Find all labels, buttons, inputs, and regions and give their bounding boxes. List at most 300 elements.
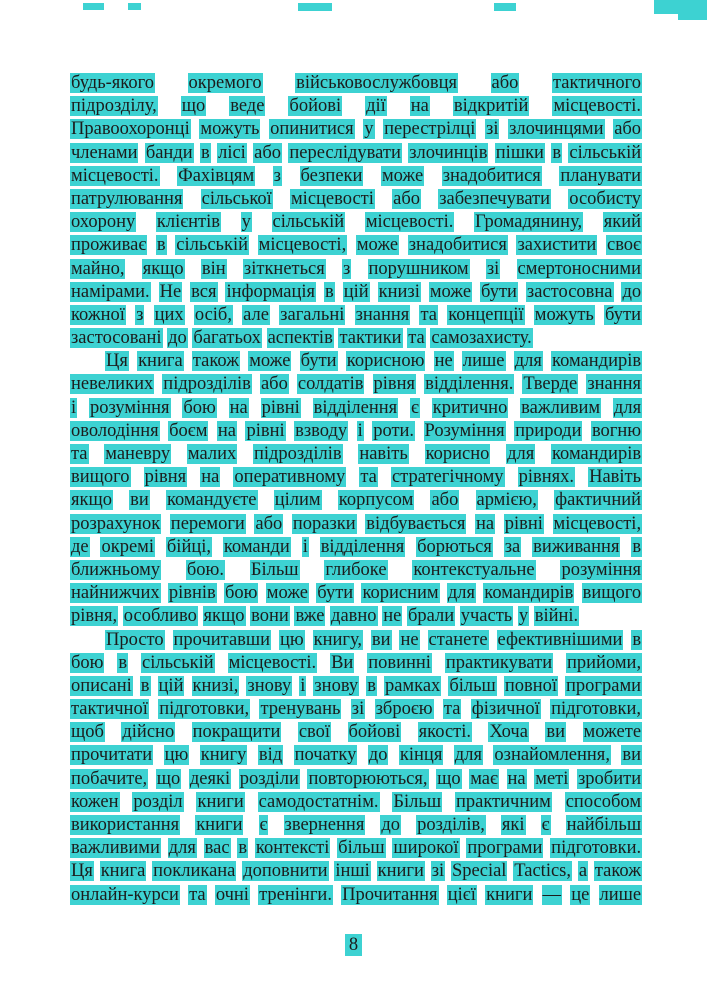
word-highlight: зіткнеться (243, 258, 325, 279)
word-highlight: на (217, 420, 237, 441)
word-highlight: прочитати (71, 745, 153, 766)
word-highlight: рівні (504, 513, 543, 534)
word-highlight: на (507, 768, 526, 789)
text-line (70, 281, 642, 304)
text-line (70, 582, 642, 605)
word-highlight: — (542, 884, 562, 905)
word-highlight: особисту (569, 188, 642, 209)
word-highlight: поразки (292, 513, 356, 534)
word-highlight: доповнити (243, 861, 328, 882)
word-highlight: особливо (123, 606, 197, 627)
word-highlight: для (454, 745, 482, 766)
text-line (70, 443, 642, 466)
word-highlight: в (118, 652, 128, 673)
text-line (70, 466, 642, 489)
word-highlight: або (393, 188, 420, 209)
text-line (70, 814, 642, 837)
word-highlight: давно (331, 606, 377, 627)
word-highlight: Хоча (489, 722, 528, 743)
word-highlight: що (437, 768, 461, 789)
word-highlight: веде (230, 96, 265, 117)
text-line (70, 698, 642, 721)
word-highlight: книга (100, 861, 146, 882)
word-highlight: покращити (192, 722, 281, 743)
word-highlight: сільській (176, 235, 248, 256)
page-footer (0, 934, 707, 957)
word-highlight: контексті (255, 838, 330, 859)
text-line (70, 884, 642, 907)
word-highlight: місцевості, (553, 513, 642, 534)
text-line (70, 652, 642, 675)
word-highlight: і (300, 675, 306, 696)
word-highlight: тренінги. (259, 884, 332, 905)
word-highlight: цілим (274, 490, 321, 511)
word-highlight: бойові (289, 96, 342, 117)
word-highlight: Фахівцям (178, 165, 255, 186)
word-highlight: вас (204, 838, 230, 859)
word-highlight: аспектів (267, 328, 333, 349)
text-line (70, 350, 642, 373)
word-highlight: забезпечувати (439, 188, 551, 209)
word-highlight: відділення (313, 397, 398, 418)
word-highlight: бути (481, 281, 517, 302)
word-highlight: прийоми, (567, 652, 642, 673)
word-highlight: рівнях. (518, 467, 575, 488)
text-line (70, 860, 642, 883)
word-highlight: сільській (272, 212, 345, 233)
word-highlight: командирів (552, 351, 642, 372)
word-highlight: бійці, (166, 536, 212, 557)
word-highlight: підготовки. (551, 838, 642, 859)
word-highlight: тактики (339, 328, 402, 349)
word-highlight: у (518, 606, 529, 627)
word-highlight: описані (71, 675, 132, 696)
word-highlight: самодостатнім. (258, 791, 379, 812)
text-line (70, 234, 642, 257)
word-highlight: для (168, 838, 196, 859)
word-highlight: відділення. (425, 374, 514, 395)
word-highlight: своє (606, 235, 641, 256)
word-highlight: застосовані (71, 328, 162, 349)
word-highlight: не (434, 351, 453, 372)
text-line (70, 536, 642, 559)
word-highlight: деякі (189, 768, 231, 789)
word-highlight: вони (251, 606, 289, 627)
word-highlight: багатьох (193, 328, 261, 349)
text-line (70, 420, 642, 443)
word-highlight: місцевості. (553, 96, 641, 117)
word-highlight: це (571, 884, 590, 905)
word-highlight: онлайн-курси (71, 884, 179, 905)
word-highlight: можуть (200, 119, 260, 140)
word-highlight: безпеки (300, 165, 363, 186)
word-highlight: боєм (169, 420, 208, 441)
word-highlight: для (613, 397, 642, 418)
word-highlight: командирів (484, 583, 574, 604)
word-highlight: розділ (133, 791, 183, 812)
word-highlight: повинні (368, 652, 431, 673)
word-highlight: за (504, 536, 521, 557)
word-highlight: Ви (331, 652, 354, 673)
word-highlight: рівні (261, 397, 300, 418)
word-highlight: книга (138, 351, 183, 372)
text-line (70, 165, 642, 188)
word-highlight: команди (223, 536, 290, 557)
word-highlight: відкритій (453, 96, 529, 117)
text-line (70, 744, 642, 767)
word-highlight: намірами. (71, 281, 150, 302)
word-highlight: для (507, 444, 535, 464)
word-highlight: є (410, 397, 419, 418)
text-line (70, 605, 642, 628)
word-highlight: бою. (186, 559, 224, 580)
word-highlight: майно, (71, 258, 125, 279)
word-highlight: і (71, 397, 77, 418)
word-highlight: Громадянину, (474, 212, 583, 233)
word-highlight: бойові (348, 722, 401, 743)
word-highlight: розділи (239, 768, 299, 789)
word-highlight: кінця (399, 745, 443, 766)
word-highlight: взводу (295, 420, 348, 441)
word-highlight: ближньому (71, 559, 161, 580)
word-highlight: в (367, 675, 376, 696)
highlight-remnant (128, 3, 141, 10)
word-highlight: у (364, 119, 374, 140)
word-highlight: ви (371, 629, 391, 650)
word-highlight: невеликих (71, 374, 154, 395)
word-highlight: має (470, 768, 498, 789)
word-highlight: малих (187, 444, 237, 464)
word-highlight: сільській (569, 142, 642, 163)
word-highlight: книги (197, 791, 244, 812)
word-highlight: та (443, 699, 461, 720)
word-highlight: захистити (517, 235, 597, 256)
word-highlight: є (259, 815, 268, 835)
word-highlight: Розуміння (424, 420, 505, 441)
word-highlight: охорону (71, 212, 136, 233)
word-highlight: вогню (591, 420, 642, 441)
word-highlight: підготовки, (551, 699, 642, 720)
text-line (70, 791, 642, 814)
word-highlight: підрозділів (253, 444, 342, 464)
word-highlight: військовослужбовця (296, 73, 457, 93)
highlight-remnant (298, 3, 332, 11)
word-highlight: корисним (362, 583, 439, 604)
word-highlight: перестрілці (384, 119, 476, 140)
word-highlight: зі (486, 119, 499, 140)
word-highlight: книгу (200, 745, 247, 766)
word-highlight: з (273, 165, 281, 186)
word-highlight: бою (183, 397, 216, 418)
word-highlight: книзі (378, 281, 420, 302)
text-line (70, 258, 642, 281)
word-highlight: в (632, 629, 642, 650)
text-line (70, 304, 642, 327)
word-highlight: способом (565, 791, 642, 812)
word-highlight: Tactics, (514, 861, 571, 882)
word-highlight: кожної (71, 304, 125, 325)
word-highlight: бути (317, 583, 354, 604)
highlight-remnant (83, 3, 104, 10)
word-highlight: рівнів (168, 583, 216, 604)
word-highlight: в (156, 235, 166, 256)
word-highlight: якщо (71, 490, 112, 511)
word-highlight: якості. (418, 722, 472, 743)
word-highlight: до (381, 815, 401, 835)
word-highlight: ознайомлення, (494, 745, 610, 766)
word-highlight: роти. (373, 420, 415, 441)
word-highlight: переслідувати (289, 142, 401, 163)
text-line (70, 211, 642, 234)
word-highlight: зі (486, 258, 500, 279)
word-highlight: корисно (425, 444, 490, 464)
word-highlight: або (255, 513, 283, 534)
word-highlight: командуєте (166, 490, 257, 511)
word-highlight: самозахисту. (431, 328, 532, 349)
word-highlight: патрулювання (71, 188, 183, 209)
text-line (70, 373, 642, 396)
word-highlight: вищого (582, 583, 642, 604)
word-highlight: армією, (476, 490, 537, 511)
word-highlight: розділів, (417, 815, 485, 835)
word-highlight: або (431, 490, 459, 511)
word-highlight: розрахунок (71, 513, 161, 534)
word-highlight: участь (460, 606, 513, 627)
word-highlight: для (447, 583, 476, 604)
word-highlight: Special (451, 861, 507, 882)
word-highlight: знадобитися (408, 235, 507, 256)
word-highlight: сільській (142, 652, 214, 673)
word-highlight: глибоке (325, 559, 387, 580)
word-highlight: рівні (246, 420, 285, 441)
word-highlight: оволодіння (71, 420, 159, 441)
word-highlight: місцевості. (365, 212, 454, 233)
word-highlight: рівня, (71, 606, 118, 627)
word-highlight: Ця (106, 351, 128, 372)
word-highlight: меті (535, 768, 569, 789)
word-highlight: членами (71, 142, 138, 163)
word-highlight: що (156, 768, 181, 789)
word-highlight: використання (71, 815, 180, 835)
word-highlight: повторюються, (308, 768, 428, 789)
text-line (70, 675, 642, 698)
word-highlight: солдатів (297, 374, 364, 395)
word-highlight: злочинцями (509, 119, 604, 140)
word-highlight: корпусом (338, 490, 414, 511)
word-highlight: від (258, 745, 283, 766)
word-highlight: можуть (534, 304, 594, 325)
word-highlight: книзі, (192, 675, 239, 696)
word-highlight: контекстуальне (413, 559, 535, 580)
word-highlight: книги (196, 815, 243, 835)
word-highlight: на (201, 467, 220, 488)
word-highlight: повної (504, 675, 557, 696)
word-highlight: перемоги (170, 513, 245, 534)
word-highlight: рівня (373, 374, 416, 395)
word-highlight: банди (145, 142, 193, 163)
word-highlight: підрозділів (163, 374, 251, 395)
word-highlight: а (578, 861, 588, 882)
text-line (70, 489, 642, 512)
word-highlight: планувати (560, 165, 642, 186)
word-highlight: корисною (346, 351, 425, 372)
word-highlight: широкої (393, 838, 459, 859)
word-highlight: навіть (359, 444, 408, 464)
word-highlight: інші (335, 861, 370, 882)
word-highlight: в (325, 281, 334, 302)
word-highlight: якщо (142, 258, 184, 279)
word-highlight: Тверде (523, 374, 578, 395)
word-highlight: книги (377, 861, 424, 882)
word-highlight: та (420, 304, 438, 325)
word-highlight: покликана (153, 861, 236, 882)
word-highlight: на (476, 513, 495, 534)
word-highlight: будь-якого (71, 73, 154, 93)
word-highlight: рівня (144, 467, 187, 488)
page-text (70, 72, 642, 907)
word-highlight: цих (154, 304, 184, 325)
word-highlight: і (302, 536, 308, 557)
word-highlight: або (614, 119, 642, 140)
text-line (70, 95, 642, 118)
word-highlight: бути (605, 304, 641, 325)
word-highlight: порушником (368, 258, 469, 279)
word-highlight: цій (158, 675, 184, 696)
word-highlight: до (168, 328, 187, 349)
word-highlight: інформація (226, 281, 316, 302)
word-highlight: важливими (71, 838, 160, 859)
word-highlight: сільської (201, 188, 272, 209)
word-highlight: ви (130, 490, 149, 511)
word-highlight: знову (314, 675, 359, 696)
word-highlight: опинитися (270, 119, 354, 140)
word-highlight: місцевості. (228, 652, 317, 673)
word-highlight: є (541, 815, 550, 835)
text-line (70, 559, 642, 582)
word-highlight: стратегічному (391, 467, 504, 488)
word-highlight: та (71, 444, 88, 464)
word-highlight: може (249, 351, 291, 372)
word-highlight: підготовки, (159, 699, 250, 720)
word-highlight: але (243, 304, 269, 325)
word-highlight: до (368, 745, 388, 766)
word-highlight: можете (583, 722, 642, 743)
word-highlight: щоб (71, 722, 104, 743)
word-highlight: ефективнішими (497, 629, 623, 650)
word-highlight: клієнтів (156, 212, 221, 233)
word-highlight: прочитавши (173, 629, 271, 650)
word-highlight: у (241, 212, 251, 233)
word-highlight: рамках (384, 675, 441, 696)
word-highlight: не (400, 629, 419, 650)
word-highlight: проживає (71, 235, 147, 256)
word-highlight: Ця (71, 861, 93, 882)
text-line (70, 397, 642, 420)
word-highlight: в (201, 142, 210, 163)
word-highlight: книги (486, 884, 533, 905)
text-line (70, 188, 642, 211)
word-highlight: брали (407, 606, 455, 627)
word-highlight: важливим (521, 397, 601, 418)
word-highlight: місцевості, (258, 235, 347, 256)
word-highlight: не (383, 606, 402, 627)
word-highlight: початку (294, 745, 357, 766)
word-highlight: в (140, 675, 150, 696)
word-highlight: знову (247, 675, 292, 696)
word-highlight: критично (432, 397, 508, 418)
word-highlight: більш (338, 838, 385, 859)
word-highlight: командирів (552, 444, 642, 464)
word-highlight: зброєю (375, 699, 433, 720)
word-highlight: оперативному (234, 467, 346, 488)
word-highlight: що (181, 96, 206, 117)
word-highlight: ви (622, 745, 642, 766)
word-highlight: найнижчих (71, 583, 160, 604)
word-highlight: де (71, 536, 89, 557)
word-highlight: зі (351, 699, 365, 720)
word-highlight: Прочитання (342, 884, 438, 905)
word-highlight: смертоносними (517, 258, 641, 279)
word-highlight: загальні (280, 304, 345, 325)
word-highlight: дії (366, 96, 386, 117)
word-highlight: на (229, 397, 248, 418)
word-highlight: більш (449, 675, 496, 696)
word-highlight: звернення (284, 815, 365, 835)
word-highlight: в (238, 838, 248, 859)
word-highlight: цю (279, 629, 304, 650)
word-highlight: вся (191, 281, 217, 302)
word-highlight: ви (546, 722, 566, 743)
word-highlight: пішки (495, 142, 544, 163)
text-line (70, 118, 642, 141)
text-line (70, 837, 642, 860)
word-highlight: може (266, 583, 308, 604)
text-line (70, 513, 642, 536)
word-highlight: цієї (447, 884, 476, 905)
highlight-remnant (654, 0, 707, 14)
word-highlight: виживання (533, 536, 620, 557)
word-highlight: лише (462, 351, 505, 372)
word-highlight: знадобитися (442, 165, 541, 186)
word-highlight: лише (599, 884, 642, 905)
highlight-remnant (494, 3, 516, 11)
word-highlight: концепції (448, 304, 524, 325)
word-highlight: в (552, 142, 562, 163)
word-highlight: тактичного (552, 73, 642, 93)
word-highlight: Не (159, 281, 182, 302)
word-highlight: Більш (250, 559, 299, 580)
word-highlight: для (514, 351, 542, 372)
word-highlight: окремого (188, 73, 262, 93)
word-highlight: дійсно (122, 722, 175, 743)
word-highlight: зробити (578, 768, 642, 789)
word-highlight: бою (71, 652, 104, 673)
word-highlight: може (429, 281, 472, 302)
word-highlight: книгу, (313, 629, 363, 650)
word-highlight: який (603, 212, 642, 233)
word-highlight: фактичний (555, 490, 642, 511)
highlight-remnant (678, 14, 707, 20)
word-highlight: підрозділу, (71, 96, 157, 117)
word-highlight: вищого (71, 467, 130, 488)
word-highlight: війні. (534, 606, 579, 627)
word-highlight: з (136, 304, 144, 325)
word-highlight: застосовна (526, 281, 613, 302)
word-highlight: розуміння (561, 559, 642, 580)
word-highlight: відбувається (366, 513, 466, 534)
text-line (70, 142, 642, 165)
word-highlight: та (360, 467, 377, 488)
